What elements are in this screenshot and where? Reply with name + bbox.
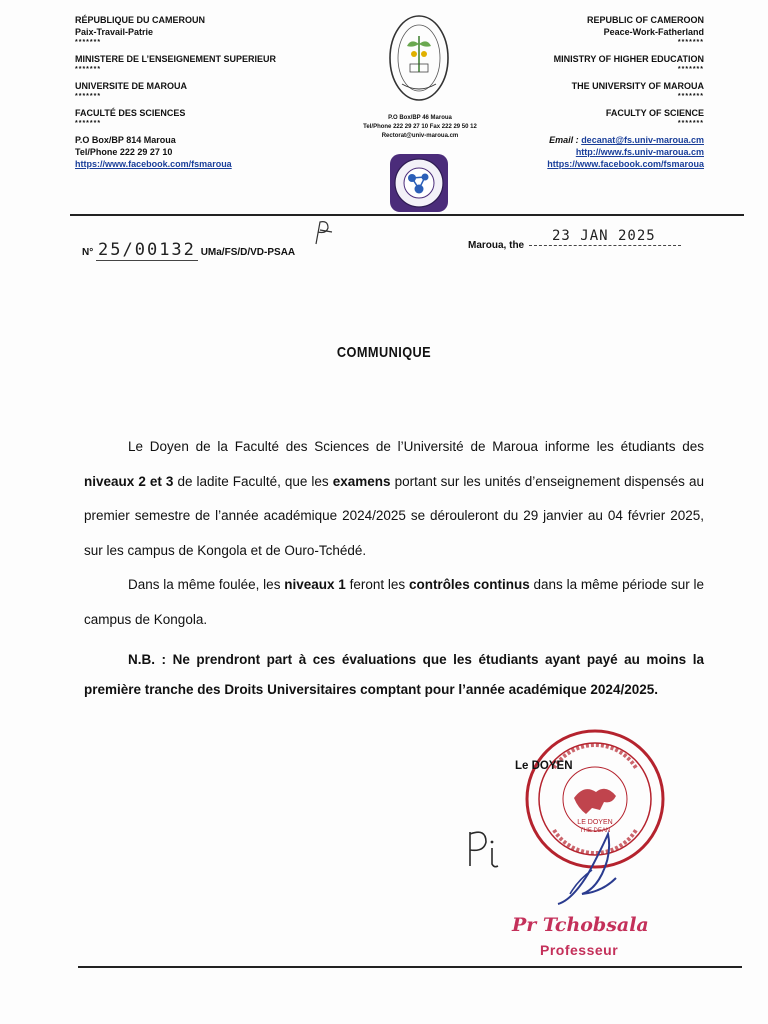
nota-bene: N.B. : Ne prendront part à ces évaluations que les étudiants ayant payé au moins la première tranche des Droits Universitaires comptant pour l’année académique 2024/2025. bbox=[84, 652, 704, 697]
reference-number bbox=[82, 240, 295, 260]
professor-title: Professeur bbox=[540, 942, 619, 958]
university-seal-logo bbox=[388, 14, 450, 102]
separator: ******* bbox=[75, 66, 102, 73]
paragraph-1 bbox=[84, 430, 704, 568]
date-label: Maroua, the bbox=[468, 240, 525, 251]
reference-code: UMa/FS/D/VD-PSAA bbox=[200, 247, 296, 258]
separator: ******* bbox=[75, 93, 102, 100]
email-label: Email : bbox=[549, 135, 579, 145]
header-left-motto: Paix-Travail-Patrie bbox=[75, 27, 154, 37]
separator: ******* bbox=[677, 39, 704, 46]
communique-body bbox=[84, 430, 704, 705]
date-line bbox=[468, 228, 681, 251]
header-right-facebook-link[interactable]: https://www.facebook.com/fsmaroua bbox=[547, 159, 704, 169]
date-handwritten-value: 23 JAN 2025 bbox=[552, 228, 656, 244]
email-link[interactable]: decanat@fs.univ-maroua.cm bbox=[581, 135, 704, 145]
header-left-phone: Tel/Phone 222 29 27 10 bbox=[75, 147, 173, 157]
separator: ******* bbox=[677, 120, 704, 127]
p1-text: Le Doyen de la Faculté des Sciences de l’Université de Maroua informe les étudiants des bbox=[128, 439, 704, 454]
pi-handwritten-mark bbox=[462, 826, 506, 870]
paragraph-2 bbox=[84, 568, 704, 637]
header-left-country: RÉPUBLIQUE DU CAMEROUN bbox=[75, 15, 206, 25]
header-right-faculty: FACULTY OF SCIENCE bbox=[605, 108, 704, 118]
p1-text: portant sur les unités d’enseignement dispensés au premier semestre de l’année académique 2024/2025 se dérouleront du 29 janvier au 04 février 2025, sur les campus de Kongola et de Ouro-Tchédé. bbox=[84, 473, 704, 558]
header-left-facebook-link[interactable]: https://www.facebook.com/fsmaroua bbox=[75, 159, 232, 169]
header-right-country: REPUBLIC OF CAMEROON bbox=[587, 15, 704, 25]
header-right-university: THE UNIVERSITY OF MAROUA bbox=[571, 81, 704, 91]
separator: ******* bbox=[677, 66, 704, 73]
header-right bbox=[444, 14, 704, 170]
p1-text: de ladite Faculté, que les bbox=[173, 473, 333, 489]
website-link[interactable]: http://www.fs.univ-maroua.cm bbox=[575, 147, 704, 157]
document-title: COMMUNIQUE bbox=[336, 344, 432, 361]
header-left-po-box: P.O Box/BP 814 Maroua bbox=[75, 135, 176, 145]
rectorate-po-box: P.O Box/BP 46 Maroua bbox=[388, 115, 452, 121]
header-left-faculty: FACULTÉ DES SCIENCES bbox=[75, 108, 186, 118]
p2-level: niveaux 1 bbox=[284, 577, 346, 592]
initials-mark bbox=[306, 218, 340, 248]
header-left-ministry: MINISTERE DE L’ENSEIGNEMENT SUPERIEUR bbox=[75, 54, 277, 64]
footer-divider bbox=[78, 966, 742, 968]
rectorate-email: Rectorat@univ-maroua.cm bbox=[381, 133, 459, 139]
svg-text:THE DEAN: THE DEAN bbox=[579, 828, 611, 834]
reference-handwritten-number: 25/00132 bbox=[98, 240, 196, 260]
professor-name: Pr Tchobsala bbox=[512, 914, 649, 936]
p1-exams: examens bbox=[332, 473, 391, 489]
dean-signature bbox=[548, 824, 638, 914]
header-left bbox=[75, 14, 365, 170]
separator: ******* bbox=[75, 39, 102, 46]
header-left-university: UNIVERSITE DE MAROUA bbox=[75, 81, 188, 91]
signatory-role: Le DOYEN bbox=[515, 760, 573, 772]
rectorate-phone-fax: Tel/Phone 222 29 27 10 Fax 222 29 50 12 bbox=[363, 124, 477, 130]
header-right-motto: Peace-Work-Fatherland bbox=[603, 27, 704, 37]
p2-continuous-assessment: contrôles continus bbox=[408, 577, 530, 592]
svg-text:LE DOYEN: LE DOYEN bbox=[577, 819, 613, 826]
reference-prefix: N° bbox=[82, 247, 94, 258]
p2-text: Dans la même foulée, les bbox=[128, 577, 285, 592]
p1-levels: niveaux 2 et 3 bbox=[84, 473, 174, 489]
date-dotted-line bbox=[529, 245, 681, 246]
p2-text: dans la même période sur le campus de Kongola. bbox=[84, 577, 705, 627]
header-right-email-line bbox=[444, 134, 704, 146]
header-divider bbox=[70, 214, 744, 216]
faculty-of-science-logo bbox=[388, 152, 450, 214]
p2-text: feront les bbox=[345, 577, 409, 592]
separator: ******* bbox=[677, 93, 704, 100]
separator: ******* bbox=[75, 120, 102, 127]
header-right-ministry: MINISTRY OF HIGHER EDUCATION bbox=[553, 54, 704, 64]
